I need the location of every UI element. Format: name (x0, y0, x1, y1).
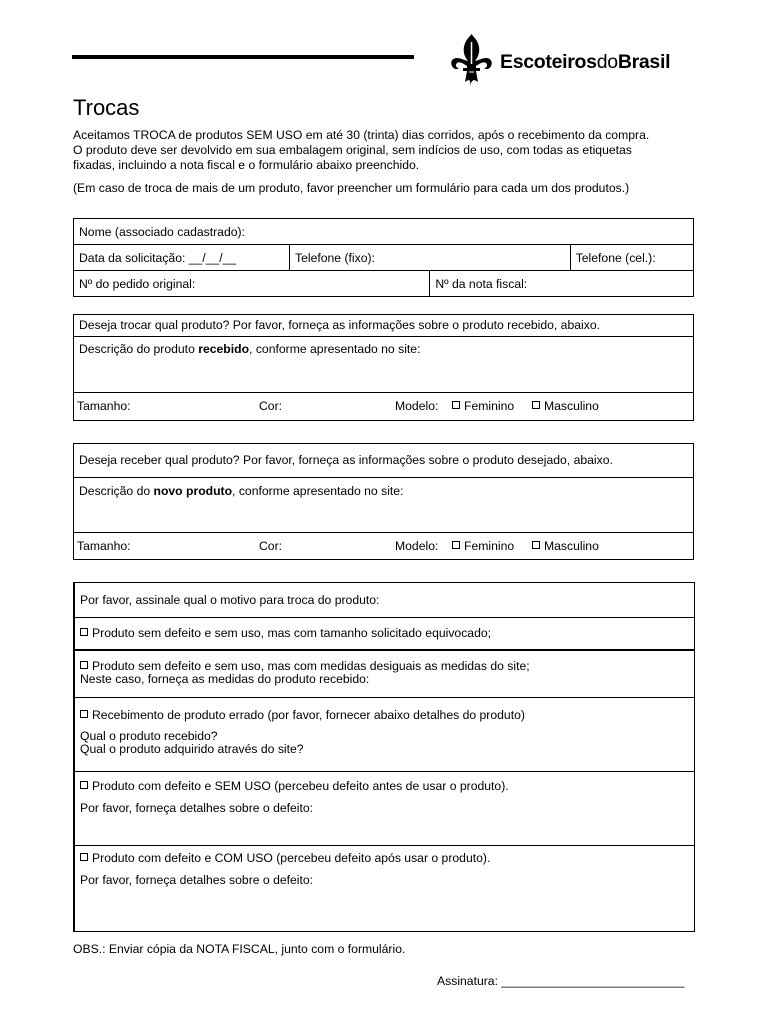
intro-line-2: O produto deve ser devolvido em sua embalagem original, sem indícios de uso, com todas as etiquetas (73, 143, 632, 157)
obs-note: OBS.: Enviar cópia da NOTA FISCAL, junto com o formulário. (73, 942, 406, 956)
reasons-box (73, 582, 695, 932)
checkbox-icon[interactable] (532, 401, 540, 409)
checkbox-icon[interactable] (80, 628, 88, 636)
header-rule (72, 55, 414, 59)
phone-fixed-field[interactable]: Telefone (fixo): (290, 245, 571, 271)
checkbox-icon[interactable] (80, 661, 88, 669)
checkbox-icon[interactable] (80, 710, 88, 718)
desired-details-row (74, 532, 693, 558)
checkbox-icon[interactable] (532, 541, 540, 549)
received-model-label: Modelo: (395, 399, 439, 413)
received-color-field[interactable]: Cor: (259, 399, 283, 413)
order-number-field[interactable]: Nº do pedido original: (74, 271, 430, 297)
intro-line-3: fixadas, incluindo a nota fiscal e o formulário abaixo preenchido. (73, 158, 420, 172)
page-title: Trocas (73, 95, 140, 120)
intro-text (73, 128, 713, 196)
checkbox-icon[interactable] (452, 401, 460, 409)
desired-female-option[interactable]: Feminino (452, 539, 514, 553)
received-product-box (73, 314, 694, 421)
reason-option-1[interactable]: Produto sem defeito e sem uso, mas com tamanho solicitado equivocado; (75, 617, 694, 649)
checkbox-icon[interactable] (80, 781, 88, 789)
fleur-de-lis-icon (450, 34, 496, 88)
customer-info-table (73, 218, 694, 297)
received-details-row (74, 392, 693, 419)
desired-size-field[interactable]: Tamanho: (77, 539, 131, 553)
name-field[interactable]: Nome (associado cadastrado): (74, 219, 694, 245)
reason-option-4[interactable]: Produto com defeito e SEM USO (percebeu defeito antes de usar o produto). Por favor, forneça detalhes sobre o defeito: (75, 771, 694, 845)
reason-option-5[interactable]: Produto com defeito e COM USO (percebeu defeito após usar o produto). Por favor, forneça detalhes sobre o defeito: (75, 845, 694, 929)
signature-field[interactable]: Assinatura: ___________________________ (437, 974, 685, 988)
reason-option-3[interactable]: Recebimento de produto errado (por favor, fornecer abaixo detalhes do produto) Qual o produto recebido? Qual o produto adquirido através do site? (75, 697, 694, 771)
phone-cell-field[interactable]: Telefone (cel.): (570, 245, 693, 271)
reasons-question: Por favor, assinale qual o motivo para troca do produto: (80, 593, 380, 607)
desired-color-field[interactable]: Cor: (259, 539, 283, 553)
intro-line-1: Aceitamos TROCA de produtos SEM USO em até 30 (trinta) dias corridos, após o recebimento da compra. (73, 128, 650, 142)
checkbox-icon[interactable] (80, 853, 88, 861)
checkbox-icon[interactable] (452, 541, 460, 549)
invoice-number-field[interactable]: Nº da nota fiscal: (430, 271, 694, 297)
received-male-option[interactable]: Masculino (532, 399, 599, 413)
received-size-field[interactable]: Tamanho: (77, 399, 131, 413)
desired-male-option[interactable]: Masculino (532, 539, 599, 553)
desired-model-label: Modelo: (395, 539, 439, 553)
logo (450, 34, 700, 88)
received-female-option[interactable]: Feminino (452, 399, 514, 413)
received-question: Deseja trocar qual produto? Por favor, forneça as informações sobre o produto recebido, abaixo. (79, 318, 600, 332)
reason-option-2[interactable]: Produto sem defeito e sem uso, mas com medidas desiguais as medidas do site; Neste caso, forneça as medidas do produto recebido: (75, 649, 694, 697)
desired-description-field[interactable]: Descrição do novo produto, conforme apresentado no site: (74, 477, 693, 532)
logo-wordmark: EscoteirosdoBrasil (500, 51, 671, 73)
desired-question: Deseja receber qual produto? Por favor, forneça as informações sobre o produto desejado, abaixo. (79, 453, 613, 467)
desired-product-box (73, 443, 694, 560)
request-date-field[interactable]: Data da solicitação: __/__/__ (74, 245, 290, 271)
received-description-field[interactable]: Descrição do produto recebido, conforme apresentado no site: (74, 336, 693, 392)
intro-note: (Em caso de troca de mais de um produto, favor preencher um formulário para cada um dos produtos.) (73, 181, 630, 195)
